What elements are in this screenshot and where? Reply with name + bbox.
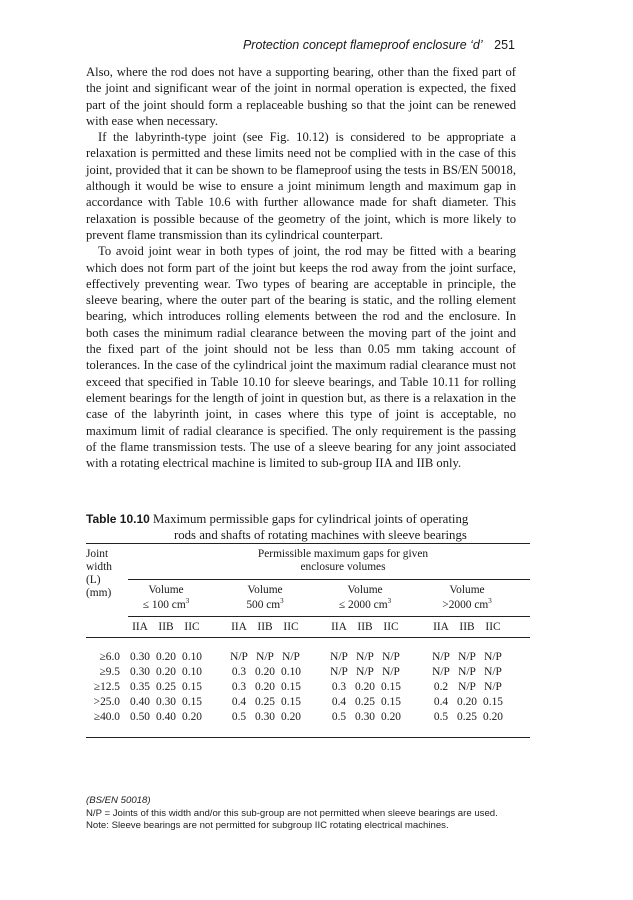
group-header: IIB [459, 621, 475, 633]
stub-header: (mm) [86, 587, 112, 599]
group-header: IIC [184, 621, 200, 633]
span-header: Permissible maximum gaps for given [257, 548, 429, 560]
table-cell: 0.20 [182, 711, 202, 723]
table-cell: N/P [382, 666, 400, 678]
table-rule-head [86, 637, 530, 638]
group-header: IIB [357, 621, 373, 633]
table-cell: 0.25 [255, 696, 275, 708]
volume-range-text: >2000 cm [442, 599, 489, 611]
span-header-rule [128, 579, 530, 580]
np-note: N/P = Joints of this width and/or this sub-group are not permitted when sleeve bearings are used. [86, 807, 498, 819]
table-cell: N/P [282, 651, 300, 663]
sleeve-note: Note: Sleeve bearings are not permitted for subgroup IIC rotating electrical machines. [86, 820, 449, 832]
table-source: (BS/EN 50018) [86, 795, 151, 806]
table-cell: 0.20 [381, 711, 401, 723]
row-width: >25.0 [93, 696, 120, 708]
paragraph: To avoid joint wear in both types of joint, the rod may be fitted with a bearing which does not form part of the joint but keeps the rod away from the joint surface, effectively preventing wear. Two types of bearing are acceptable in principle, the sleeve bearing, where the outer part of the bearing is static, and the rolling element bearing, which introduces rolling elements between the rod and the enclosure. In both cases the minimum radial clearance between the moving part of the joint and the fixed part of the joint should not be less than 0.05 mm taking account of tolerances. In the case of the cylindrical joint the maximum radial clearance must not exceed that specified in Table 10.10 for sleeve bearings, and Table 10.11 for rolling element bearings for the length of joint in question but, as there is a relaxation in the case of the labyrinth joint, in cases where this type of joint is acceptable, no maximum limit of radial clearance is specified. The only requirement is the passing of the flame transmission tests. The use of a sleeve bearing for any joint associated with a rotating electrical machine is limited to sub-group IIA and IIB only. [86, 244, 516, 471]
table-cell: N/P [484, 666, 502, 678]
volume-rule [128, 616, 530, 617]
table-cell: N/P [484, 681, 502, 693]
table-cell: 0.3 [231, 666, 247, 678]
table-rule-top [86, 543, 530, 544]
table-cell: N/P [458, 651, 476, 663]
running-header [243, 38, 515, 52]
table-cell: 0.20 [156, 651, 176, 663]
volume-range-text: 500 cm [246, 599, 281, 611]
stub-header: width [86, 561, 112, 573]
volume-label: Volume [247, 584, 283, 596]
group-header: IIC [383, 621, 399, 633]
stub-header: Joint [86, 548, 109, 560]
volume-range-exponent: 3 [280, 597, 284, 606]
volume-range-exponent: 3 [488, 597, 492, 606]
table-cell: 0.25 [156, 681, 176, 693]
table-cell: 0.15 [483, 696, 503, 708]
paragraph: If the labyrinth-type joint (see Fig. 10.12) is considered to be appropriate a relaxation is permitted and these limits need not be complied with in the case of this joint, provided that it can be shown to be flameproof using the tests in BS/EN 50018, although it would be wise to ensure a joint minimum length and maximum gap in accordance with Table 10.6 with further allowance made for shaft diameter. This relaxation is possible because of the geometry of the joint, which is more likely to prevent flame transmission than its cylindrical counterpart. [86, 130, 516, 242]
table-caption [86, 511, 516, 543]
table-cell: 0.10 [281, 666, 301, 678]
table-caption-line1: Maximum permissible gaps for cylindrical joints of operating [153, 512, 469, 526]
table-caption-line2: rods and shafts of rotating machines with sleeve bearings [174, 528, 467, 542]
group-header: IIA [132, 621, 148, 633]
table-cell: N/P [484, 651, 502, 663]
table-cell: 0.15 [281, 696, 301, 708]
table-cell: 0.15 [182, 681, 202, 693]
table-cell: N/P [330, 666, 348, 678]
volume-range [143, 599, 189, 611]
table-cell: 0.15 [381, 681, 401, 693]
table-number: Table 10.10 [86, 512, 150, 526]
table-cell: N/P [330, 651, 348, 663]
table-cell: 0.20 [483, 711, 503, 723]
table-cell: N/P [356, 651, 374, 663]
volume-range-exponent: 3 [185, 597, 190, 606]
table-cell: 0.20 [281, 711, 301, 723]
table-cell: 0.4 [331, 696, 347, 708]
table-cell: 0.25 [355, 696, 375, 708]
table-cell: 0.50 [130, 711, 150, 723]
table-cell: N/P [256, 651, 274, 663]
table-cell: 0.40 [130, 696, 150, 708]
table-cell: 0.20 [156, 666, 176, 678]
group-header: IIB [257, 621, 273, 633]
row-width: ≥12.5 [93, 681, 120, 693]
group-header: IIC [283, 621, 299, 633]
table-cell: 0.5 [331, 711, 347, 723]
table-cell: 0.35 [130, 681, 150, 693]
table-cell: 0.30 [130, 666, 150, 678]
table-cell: 0.20 [457, 696, 477, 708]
table-cell: 0.3 [331, 681, 347, 693]
span-header: enclosure volumes [300, 561, 386, 573]
table-cell: 0.4 [231, 696, 247, 708]
table-notes [86, 795, 526, 833]
volume-range [442, 599, 491, 611]
stub-header: (L) [86, 574, 101, 586]
table-cell: N/P [458, 681, 476, 693]
group-header: IIA [433, 621, 449, 633]
table-cell: 0.10 [182, 666, 202, 678]
table-cell: 0.20 [355, 681, 375, 693]
row-width: ≥6.0 [99, 651, 120, 663]
volume-range-text: ≤ 2000 cm [338, 599, 388, 611]
table-cell: 0.30 [156, 696, 176, 708]
table-cell: 0.5 [433, 711, 449, 723]
volume-label: Volume [449, 584, 485, 596]
group-header: IIA [231, 621, 247, 633]
row-width: ≥40.0 [93, 711, 120, 723]
table-cell: N/P [382, 651, 400, 663]
table-cell: N/P [230, 651, 248, 663]
body-text [86, 64, 516, 471]
table-cell: N/P [432, 651, 450, 663]
group-header: IIB [158, 621, 174, 633]
table-cell: 0.15 [281, 681, 301, 693]
table-cell: 0.10 [182, 651, 202, 663]
table-cell: 0.3 [231, 681, 247, 693]
table-cell: 0.40 [156, 711, 176, 723]
table-cell: 0.15 [182, 696, 202, 708]
row-width: ≥9.5 [99, 666, 120, 678]
table-cell: 0.20 [255, 666, 275, 678]
table-cell: 0.2 [433, 681, 449, 693]
table-cell: 0.25 [457, 711, 477, 723]
running-header-title: Protection concept flameproof enclosure ‘d’ [242, 38, 483, 52]
volume-label: Volume [347, 584, 383, 596]
table-cell: 0.20 [255, 681, 275, 693]
table-cell: 0.30 [130, 651, 150, 663]
group-header: IIA [331, 621, 347, 633]
volume-range-text: ≤ 100 cm [142, 599, 186, 611]
table-cell: N/P [356, 666, 374, 678]
table-cell: N/P [458, 666, 476, 678]
volume-range [246, 599, 283, 611]
table-cell: N/P [432, 666, 450, 678]
table-cell: 0.4 [433, 696, 449, 708]
page-number: 251 [494, 38, 515, 52]
table-cell: 0.15 [381, 696, 401, 708]
table-cell: 0.5 [231, 711, 247, 723]
table-rule-bottom [86, 737, 530, 738]
table-cell: 0.30 [255, 711, 275, 723]
volume-label: Volume [148, 584, 184, 596]
volume-range-exponent: 3 [387, 597, 392, 606]
volume-range [339, 599, 391, 611]
paragraph: Also, where the rod does not have a supporting bearing, other than the fixed part of the joint and significant wear of the joint in normal operation is expected, the fixed part of the joint should form a replaceable bushing so that the joint can be renewed with ease when necessary. [86, 65, 516, 128]
table-cell: 0.30 [355, 711, 375, 723]
group-header: IIC [485, 621, 501, 633]
